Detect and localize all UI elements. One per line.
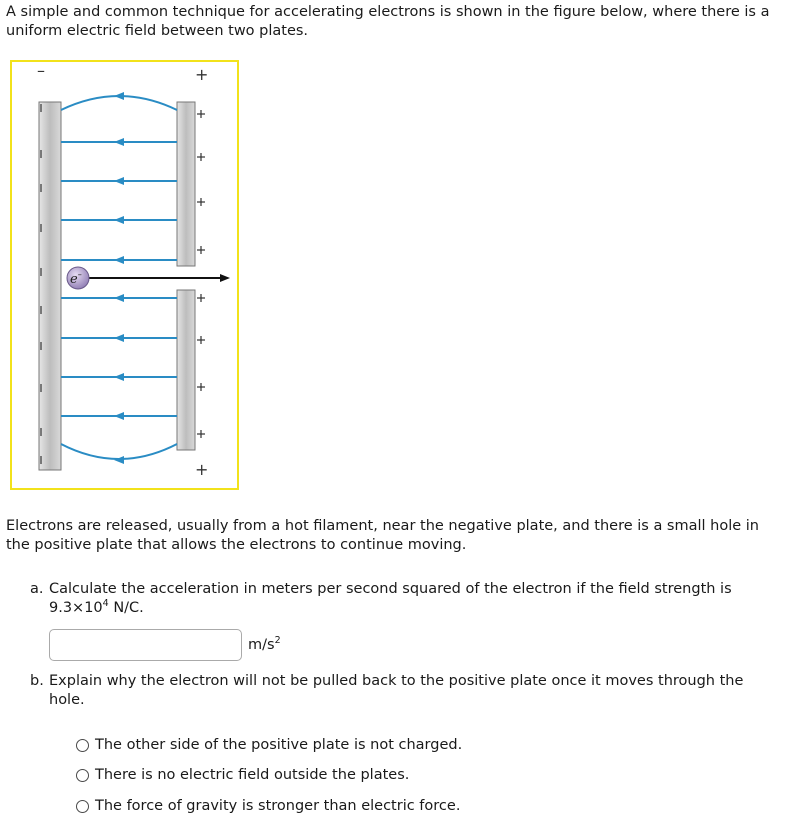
- field-strength-value: $9.3\times 10^4$ N/C.: [49, 598, 144, 616]
- field-diagram: [12, 62, 241, 492]
- positive-plate-lower: [177, 290, 195, 450]
- intro-text: A simple and common technique for accelerating electrons is shown in the figure below, where there is a uniform electric field between two plates.: [6, 4, 770, 39]
- radio-button[interactable]: [76, 739, 89, 752]
- positive-sign-top: +: [195, 65, 209, 84]
- question-b: [30, 672, 760, 710]
- option-not-charged[interactable]: [76, 735, 462, 755]
- electron-arrowhead: [220, 274, 230, 282]
- question-b-label: b.: [30, 673, 44, 689]
- question-a-label: a.: [30, 581, 44, 597]
- radio-button[interactable]: [76, 800, 89, 813]
- option-label: There is no electric field outside the plates.: [95, 767, 410, 783]
- release-text: Electrons are released, usually from a hot filament, near the negative plate, and there is a small hole in the positive plate that allows the electrons to continue moving.: [6, 518, 760, 553]
- negative-sign: –: [37, 62, 45, 80]
- negative-plate: [39, 102, 61, 470]
- positive-plate-signs: [197, 110, 205, 438]
- option-label: The other side of the positive plate is not charged.: [95, 737, 463, 753]
- question-a: [30, 580, 760, 618]
- option-gravity-stronger[interactable]: [76, 796, 460, 816]
- acceleration-answer-input[interactable]: [49, 629, 242, 661]
- option-no-field-outside[interactable]: [76, 765, 409, 785]
- electric-field-figure: [10, 60, 239, 490]
- positive-sign-bottom: +: [195, 460, 209, 479]
- question-b-text-cont: hole.: [49, 692, 85, 708]
- acceleration-unit: $m/s^2$: [248, 635, 281, 653]
- radio-button[interactable]: [76, 769, 89, 782]
- positive-plate-upper: [177, 102, 195, 266]
- question-b-text: Explain why the electron will not be pulled back to the positive plate once it moves through the: [49, 673, 744, 689]
- electron-label: e–: [70, 270, 82, 287]
- option-label: The force of gravity is stronger than electric force.: [95, 798, 461, 814]
- question-a-text: Calculate the acceleration in meters per second squared of the electron if the field strength is: [49, 581, 732, 597]
